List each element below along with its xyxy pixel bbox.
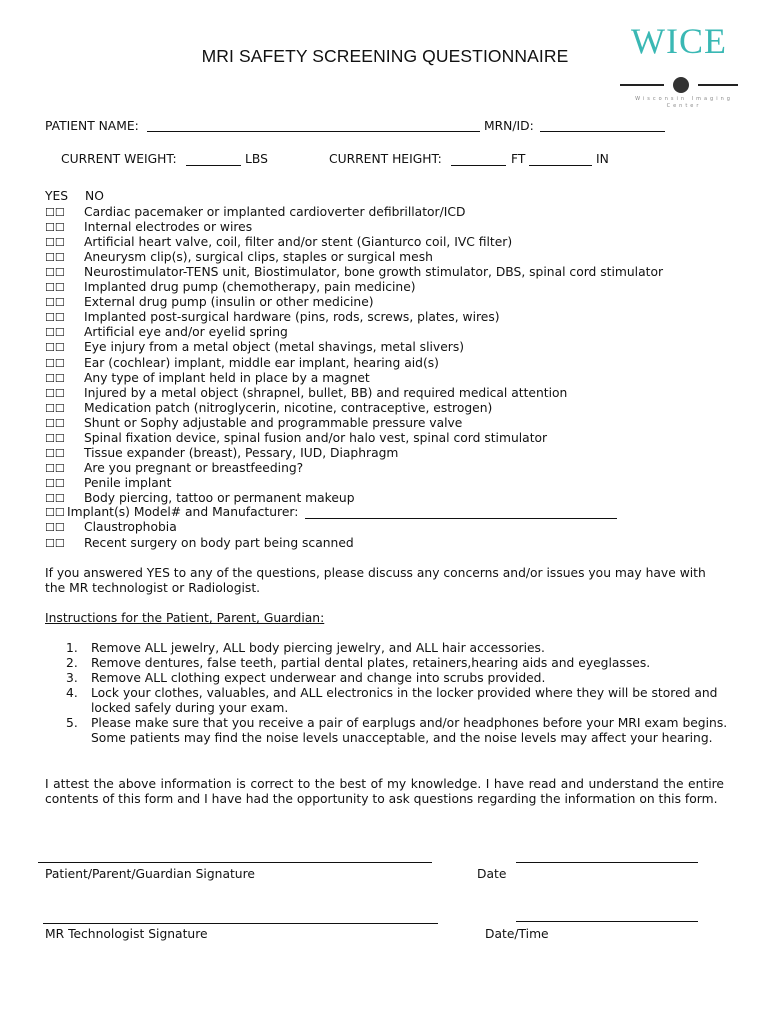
instructions-heading-text: Instructions for the Patient, Parent, Guardian: [45,611,325,625]
yes-no-checkbox-pair[interactable]: ☐☐ [45,491,65,505]
yes-no-checkbox-pair[interactable]: ☐☐ [45,401,65,415]
checklist-question: Body piercing, tattoo or permanent makeup [84,490,355,505]
instruction-text: Lock your clothes, valuables, and ALL electronics in the locker provided where they will be stored and locked safely during your exam. [91,686,718,715]
yes-no-checkbox-pair[interactable]: ☐☐ [45,326,65,340]
logo-dot-icon [673,77,689,93]
checklist-question: Penile implant [84,475,172,490]
patient-date-label: Date [477,867,507,881]
tech-signature-line[interactable] [43,923,438,924]
weight-unit: LBS [245,152,268,166]
checklist-question: Injured by a metal object (shrapnel, bullet, BB) and required medical attention [84,385,568,400]
checklist-question: Medication patch (nitroglycerin, nicotine, contraceptive, estrogen) [84,400,493,415]
yes-no-checkbox-pair[interactable]: ☐☐ [45,296,65,310]
yes-no-checkbox-pair[interactable]: ☐☐ [45,221,65,235]
logo-rule-right [698,84,738,86]
checklist-question: Implanted drug pump (chemotherapy, pain medicine) [84,280,416,295]
yes-column-header: YES [45,189,69,203]
instruction-number: 5. [66,716,78,730]
weight-label: CURRENT WEIGHT: [61,152,177,166]
checklist-question: Are you pregnant or breastfeeding? [84,460,304,475]
instruction-number: 1. [66,641,78,655]
instruction-number: 3. [66,671,78,685]
height-in-unit: IN [596,152,609,166]
height-in-field[interactable] [529,165,592,166]
weight-field[interactable] [186,165,241,166]
yes-no-checkbox-pair[interactable]: ☐☐ [45,356,65,370]
patient-name-label: PATIENT NAME: [45,119,139,133]
yes-no-checkbox-pair[interactable]: ☐☐ [45,476,65,490]
yes-notice: If you answered YES to any of the questions, please discuss any concerns and/or issues you may have with the MR technologist or Radiologist. [45,566,706,595]
checklist-question: Spinal fixation device, spinal fusion and/or halo vest, spinal cord stimulator [84,430,548,445]
height-ft-field[interactable] [451,165,506,166]
checklist-question: Claustrophobia [84,520,177,534]
yes-no-checkbox-pair[interactable]: ☐☐ [45,536,65,550]
logo-rule-left [620,84,664,86]
instructions-heading [45,611,324,625]
tech-datetime-line[interactable] [516,921,698,922]
checklist-question: Internal electrodes or wires [84,220,253,235]
tech-datetime-label: Date/Time [485,927,549,941]
height-label: CURRENT HEIGHT: [329,152,442,166]
no-column-header: NO [85,189,104,203]
checklist-question: Shunt or Sophy adjustable and programmable pressure valve [84,415,463,430]
checklist-question: Cardiac pacemaker or implanted cardioverter defibrillator/ICD [84,205,466,219]
patient-name-field[interactable] [147,131,480,132]
instruction-text: Remove ALL jewelry, ALL body piercing jewelry, and ALL hair accessories. [91,641,545,655]
logo-wordmark: WICE [631,21,727,61]
attestation-text: I attest the above information is correct to the best of my knowledge. I have read and understand the entire contents of this form and I have had the opportunity to ask questions regarding the information on this form. [45,777,724,806]
logo-subtitle: Wisconsin Imaging Center [635,96,733,109]
yes-no-checkbox-pair[interactable]: ☐☐ [45,461,65,475]
checklist-question: Artificial eye and/or eyelid spring [84,325,288,340]
yes-no-checkbox-pair[interactable]: ☐☐ [45,206,65,219]
yes-no-checkbox-pair[interactable]: ☐☐ [45,521,65,534]
checklist-question: External drug pump (insulin or other medicine) [84,295,374,310]
checklist-question: Any type of implant held in place by a magnet [84,370,370,385]
patient-signature-label: Patient/Parent/Guardian Signature [45,867,255,881]
checklist-question: Implanted post-surgical hardware (pins, rods, screws, plates, wires) [84,310,500,325]
yes-no-checkbox-pair[interactable]: ☐☐ [45,281,65,295]
instruction-text: Please make sure that you receive a pair of earplugs and/or headphones before your MRI exam begins. Some patients may find the noise levels unacceptable, and the noise levels may affect your hearing. [91,716,728,745]
yes-no-checkbox-pair[interactable]: ☐☐ [45,371,65,385]
instruction-number: 2. [66,656,78,670]
yes-no-checkbox-pair[interactable]: ☐☐ [45,251,65,265]
implant-label: Implant(s) Model# and Manufacturer: [67,505,299,519]
yes-no-checkbox-pair[interactable]: ☐☐ [45,266,65,280]
mrn-label: MRN/ID: [484,119,534,133]
patient-date-line[interactable] [516,862,698,863]
instruction-number: 4. [66,686,78,700]
checklist-question: Aneurysm clip(s), surgical clips, staples or surgical mesh [84,250,433,265]
yes-no-checkbox-pair[interactable]: ☐☐ [45,236,65,250]
tech-signature-label: MR Technologist Signature [45,927,208,941]
implant-checkbox-pair[interactable]: ☐☐ [45,506,65,519]
height-ft-unit: FT [511,152,526,166]
yes-no-checkbox-pair[interactable]: ☐☐ [45,431,65,445]
implant-field[interactable] [305,518,617,519]
clinic-logo [620,20,745,109]
checklist-question: Eye injury from a metal object (metal shavings, metal slivers) [84,340,465,355]
checklist-question: Neurostimulator-TENS unit, Biostimulator, bone growth stimulator, DBS, spinal cord stimulator [84,265,664,280]
checklist-question: Artificial heart valve, coil, filter and/or stent (Gianturco coil, IVC filter) [84,235,513,250]
yes-no-checkbox-pair[interactable]: ☐☐ [45,341,65,355]
checklist-question: Tissue expander (breast), Pessary, IUD, Diaphragm [84,445,399,460]
patient-signature-line[interactable] [38,862,432,863]
checklist-question: Ear (cochlear) implant, middle ear implant, hearing aid(s) [84,355,439,370]
yes-no-checkbox-pair[interactable]: ☐☐ [45,386,65,400]
instruction-text: Remove dentures, false teeth, partial dental plates, retainers,hearing aids and eyeglasses. [91,656,651,670]
yes-no-checkbox-pair[interactable]: ☐☐ [45,311,65,325]
page-title: MRI SAFETY SCREENING QUESTIONNAIRE [201,46,569,66]
yes-no-checkbox-pair[interactable]: ☐☐ [45,416,65,430]
yes-no-checkbox-pair[interactable]: ☐☐ [45,446,65,460]
instruction-text: Remove ALL clothing expect underwear and change into scrubs provided. [91,671,546,685]
checklist-question: Recent surgery on body part being scanned [84,535,354,550]
mrn-field[interactable] [540,131,665,132]
